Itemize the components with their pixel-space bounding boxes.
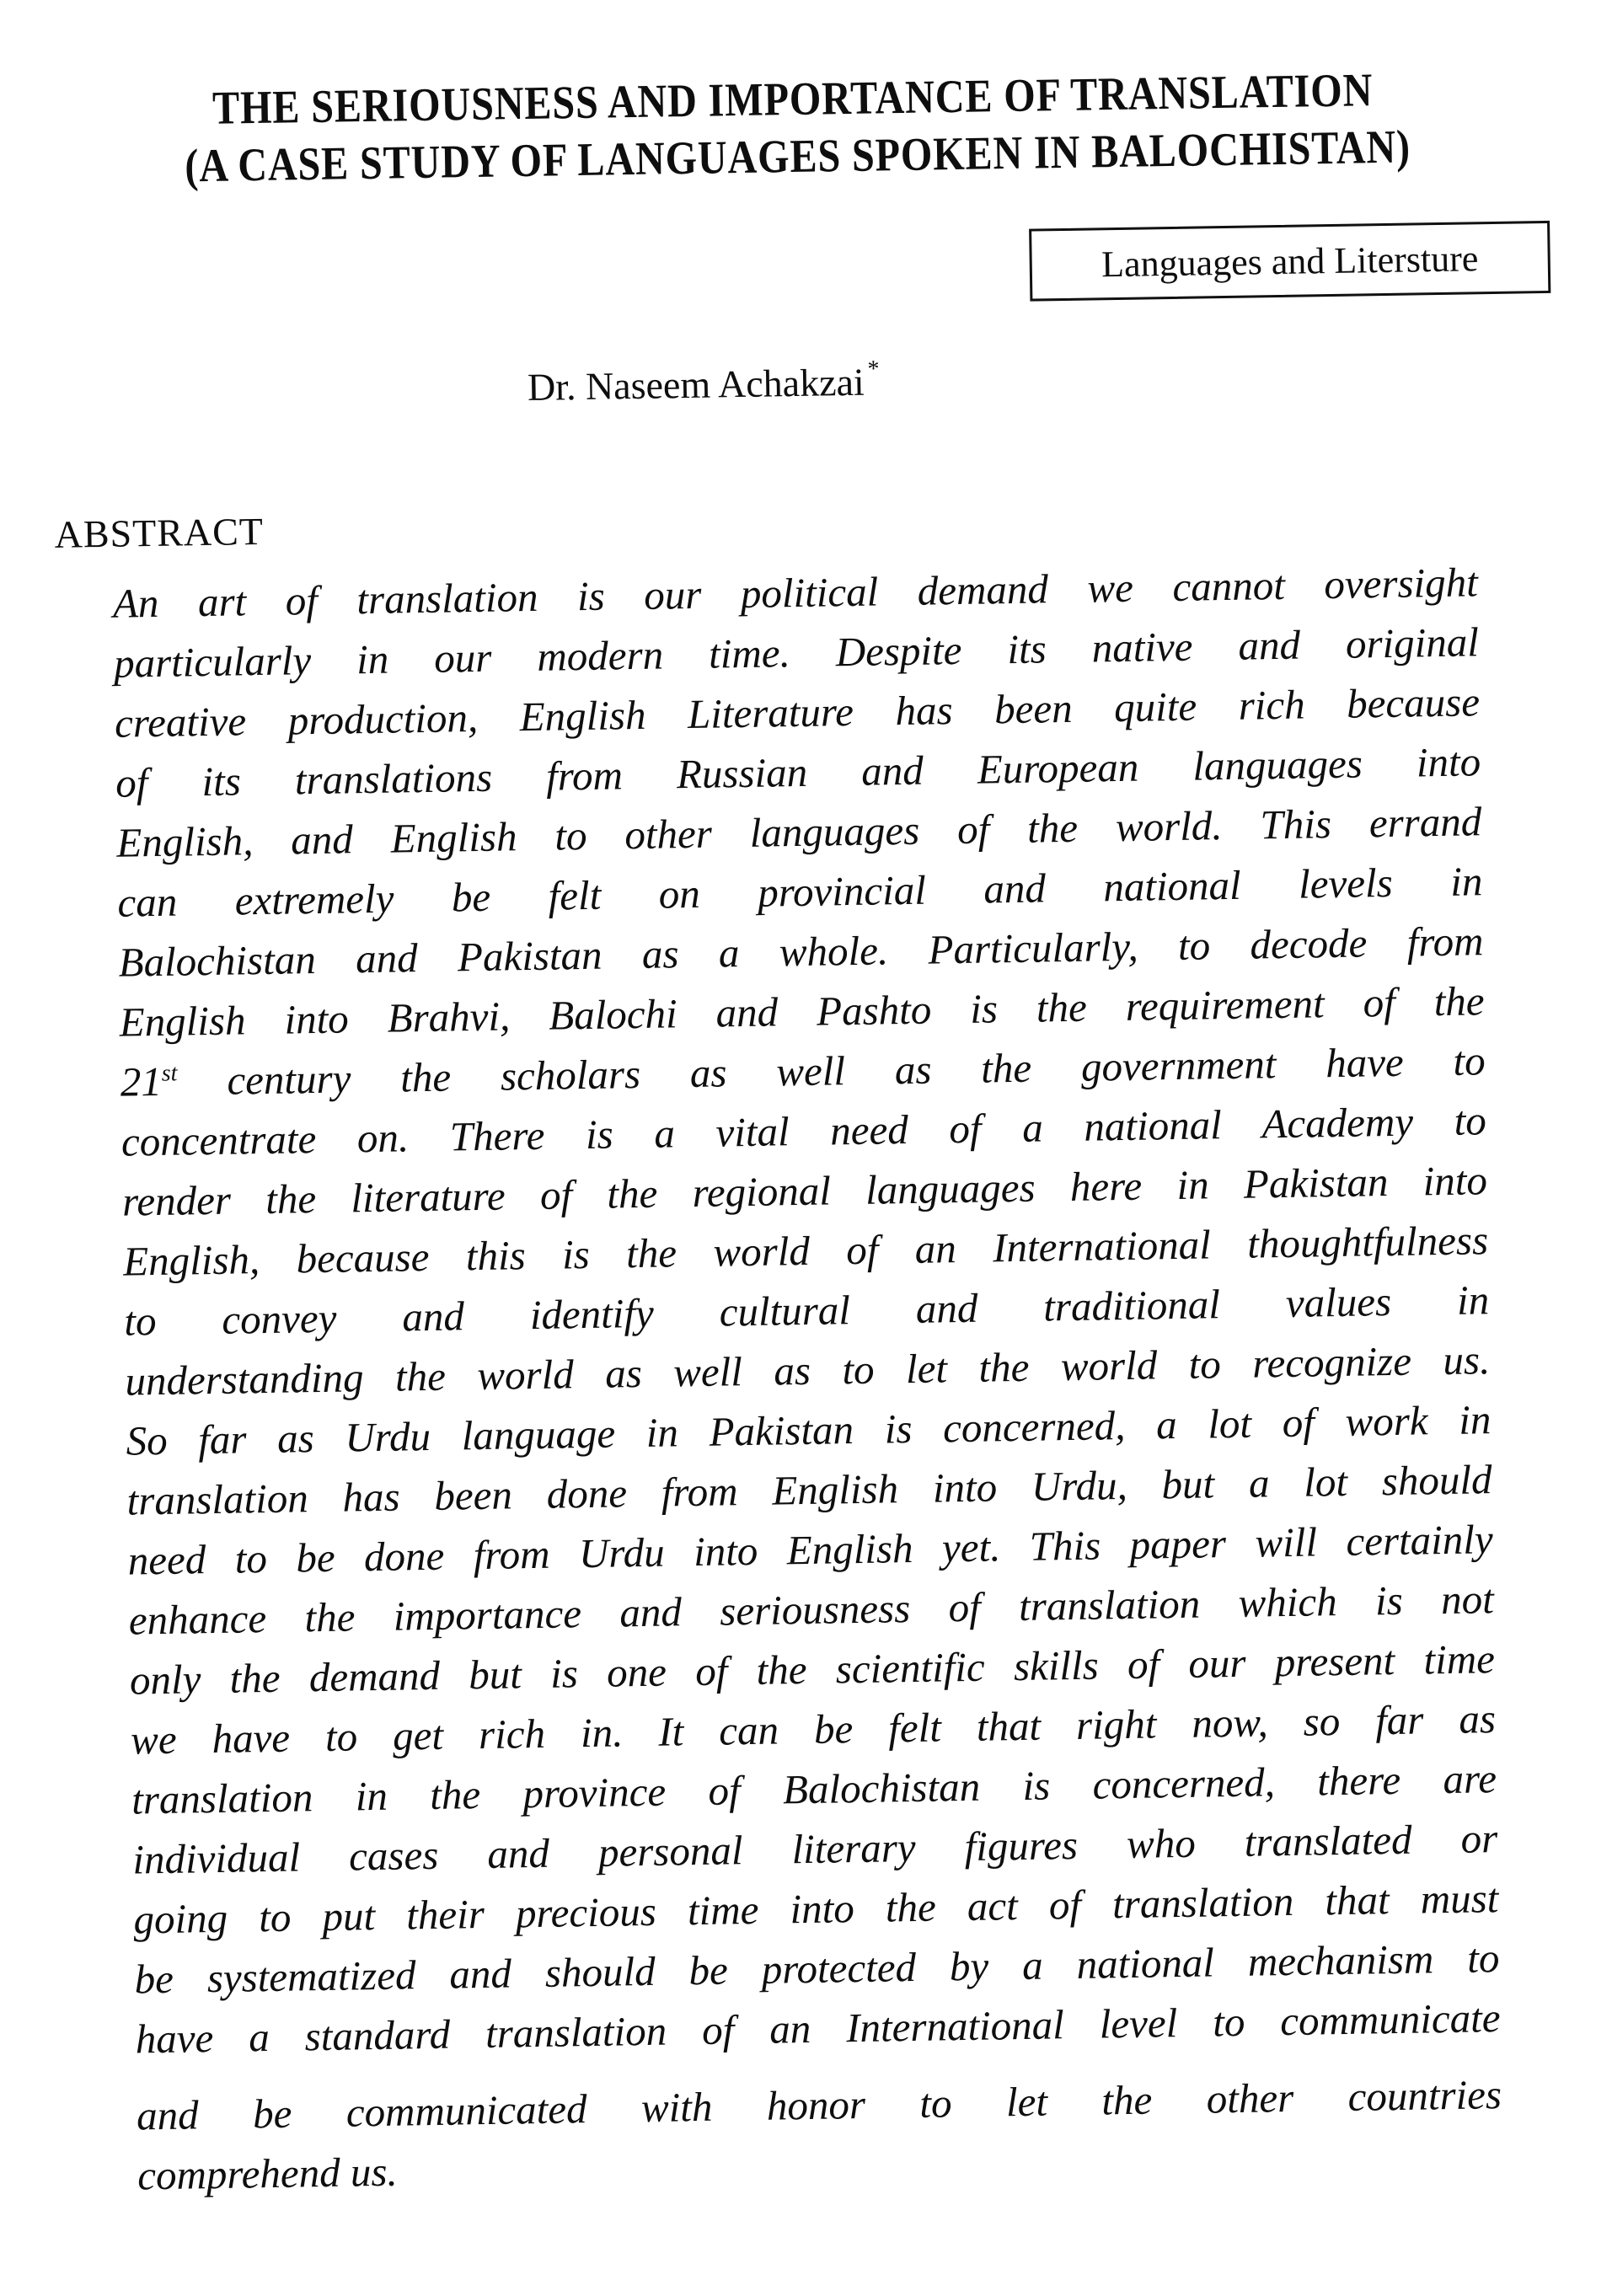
abstract-line: Balochistan and Pakistan as a whole. Particularly, to decode from [118, 918, 1484, 986]
abstract-line: particularly in our modern time. Despite its native and original [113, 618, 1480, 687]
abstract-line: English, and English to other languages of the world. This errand [115, 798, 1482, 866]
century-line-rest: century the scholars as well as the government have to [226, 1037, 1486, 1104]
paper-title-line-2: (A CASE STUDY OF LANGUAGES SPOKEN IN BALOCHISTAN) [184, 120, 1411, 193]
abstract-line: have a standard translation of an International level to communicate [135, 1994, 1501, 2063]
abstract-line: concentrate on. There is a vital need of a national Academy to [120, 1097, 1487, 1165]
author-name [527, 356, 880, 409]
abstract-line: So far as Urdu language in Pakistan is concerned, a lot of work in [126, 1396, 1492, 1464]
author-footnote-mark: * [867, 356, 880, 383]
abstract-line: going to put their precious time into the act of translation that must [133, 1875, 1499, 1943]
abstract-line: to convey and identify cultural and traditional values in [123, 1276, 1490, 1345]
abstract-line: we have to get rich in. It can be felt that right now, so far as [130, 1695, 1497, 1763]
abstract-line: English, because this is the world of an International thoughtfulness [122, 1217, 1489, 1285]
abstract-line: only the demand but is one of the scientific skills of our present time [129, 1635, 1496, 1704]
abstract-line: and be communicated with honor to let the other countries [136, 2071, 1502, 2139]
abstract-line: understanding the world as well as to let the world to recognize us. [125, 1336, 1491, 1405]
abstract-line: translation in the province of Balochistan is concerned, there are [131, 1755, 1497, 1823]
abstract-line: need to be done from Urdu into English yet. This paper will certainly [127, 1516, 1494, 1584]
abstract-line: can extremely be felt on provincial and national levels in [117, 858, 1483, 926]
paper-title-line-1: THE SERIOUSNESS AND IMPORTANCE OF TRANSLATION [212, 64, 1374, 135]
century-superscript: st [161, 1060, 178, 1087]
abstract-line: individual cases and personal literary figures who translated or [131, 1815, 1498, 1883]
category-label: Languages and Litersture [1101, 237, 1479, 285]
century-number: 21 [120, 1057, 163, 1105]
author-name-text: Dr. Naseem Achakzai [527, 360, 865, 409]
abstract-line: English into Brahvi, Balochi and Pashto is the requirement of the [119, 977, 1485, 1046]
abstract-line: render the literature of the regional languages here in Pakistan into [121, 1157, 1488, 1225]
abstract-line: translation has been done from English into Urdu, but a lot should [126, 1456, 1492, 1524]
category-label-box [1029, 221, 1550, 302]
abstract-heading: ABSTRACT [54, 509, 265, 556]
abstract-line: creative production, English Literature has been quite rich because [114, 678, 1481, 747]
abstract-line-last: comprehend us. [137, 2148, 399, 2199]
abstract-line: enhance the importance and seriousness of translation which is not [128, 1576, 1495, 1644]
abstract-line: An art of translation is our political demand we cannot oversight [112, 559, 1479, 627]
abstract-body [112, 552, 1502, 2205]
abstract-line: of its translations from Russian and European languages into [115, 738, 1481, 806]
abstract-line: be systematized and should be protected by a national mechanism to [134, 1935, 1500, 2003]
